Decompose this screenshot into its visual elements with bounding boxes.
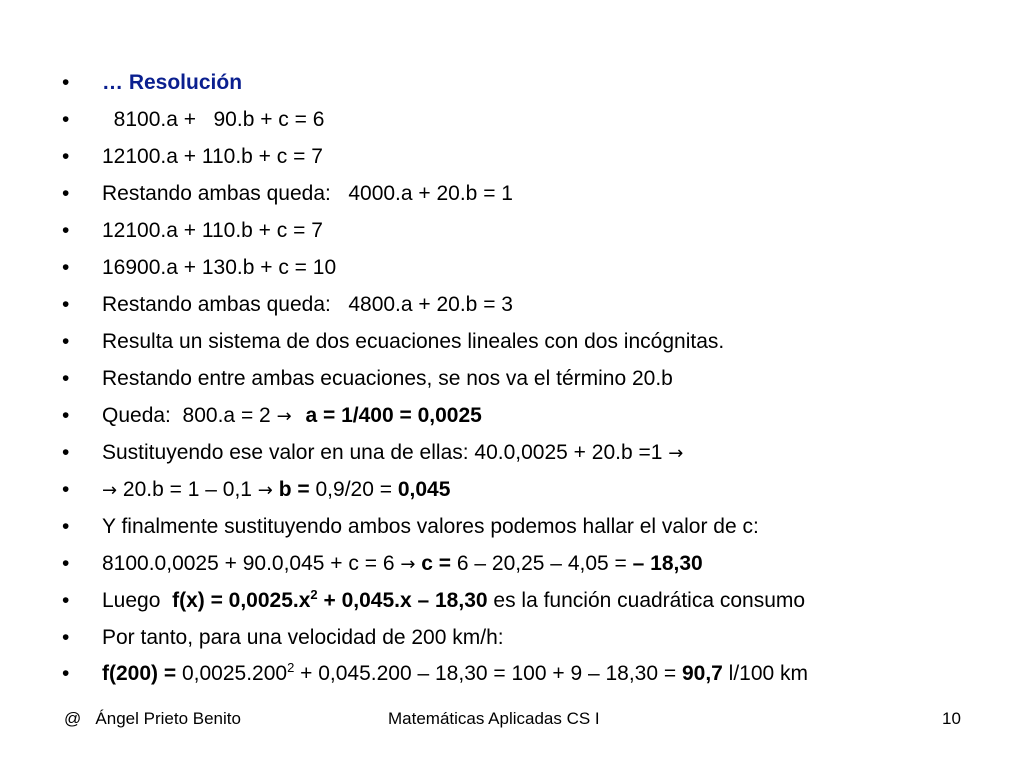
equation-text: 16900.a + 130.b + c = 10 bbox=[102, 256, 337, 279]
line-text: Queda: 800.a = 2 bbox=[102, 404, 277, 427]
result-b-label: b = bbox=[278, 478, 310, 501]
function-formula bbox=[172, 589, 487, 612]
line-text: Sustituyendo ese valor en una de ellas: 40.0,0025 + 20.b =1 bbox=[102, 441, 669, 464]
bullet-icon: • bbox=[62, 330, 70, 353]
line-text: 6 – 20,25 – 4,05 = bbox=[451, 552, 633, 575]
evaluation-label: f(200) = bbox=[102, 662, 177, 685]
arrow-right-icon: → bbox=[102, 480, 118, 501]
line-text: 8100.0,0025 + 90.0,045 + c = 6 bbox=[102, 552, 401, 575]
bullet-icon: • bbox=[62, 552, 70, 575]
bullet-icon: • bbox=[62, 108, 70, 131]
footer-course: Matemáticas Aplicadas CS I bbox=[388, 709, 600, 728]
line-text: + 0,045.200 – 18,30 = 100 + 9 – 18,30 = bbox=[294, 662, 682, 685]
list-item bbox=[62, 434, 982, 471]
list-item bbox=[62, 64, 982, 101]
function-formula-part: + 0,045.x – 18,30 bbox=[317, 589, 488, 612]
line-text: Restando ambas queda: 4000.a + 20.b = 1 bbox=[102, 182, 513, 205]
result-b: 0,045 bbox=[397, 478, 451, 501]
list-item bbox=[62, 545, 982, 582]
bullet-icon: • bbox=[62, 256, 70, 279]
list-item bbox=[62, 508, 982, 545]
bullet-icon: • bbox=[62, 515, 70, 538]
line-text: Luego bbox=[102, 589, 173, 612]
bullet-icon: • bbox=[62, 182, 70, 205]
line-text: 20.b = 1 – 0,1 bbox=[117, 478, 258, 501]
equation-text: 8100.a + 90.b + c = 6 bbox=[102, 108, 325, 131]
arrow-right-icon: → bbox=[668, 443, 684, 464]
exponent: 2 bbox=[310, 587, 318, 602]
arrow-right-icon: → bbox=[400, 554, 416, 575]
bullet-list bbox=[62, 64, 982, 707]
list-item bbox=[62, 582, 982, 619]
unit-text: l/100 km bbox=[722, 662, 809, 685]
line-text: Resulta un sistema de dos ecuaciones lineales con dos incógnitas. bbox=[102, 330, 725, 353]
evaluation-result: 90,7 bbox=[681, 662, 723, 685]
line-text: Restando ambas queda: 4800.a + 20.b = 3 bbox=[102, 293, 513, 316]
line-text: 0,9/20 = bbox=[309, 478, 398, 501]
equation-text: 12100.a + 110.b + c = 7 bbox=[102, 219, 323, 242]
bullet-icon: • bbox=[62, 145, 70, 168]
list-item bbox=[62, 101, 982, 138]
bullet-icon: • bbox=[62, 404, 70, 427]
list-item bbox=[62, 323, 982, 360]
line-text: Por tanto, para una velocidad de 200 km/h: bbox=[102, 626, 504, 649]
list-item bbox=[62, 138, 982, 175]
arrow-right-icon: → bbox=[276, 406, 292, 427]
bullet-icon: • bbox=[62, 367, 70, 390]
list-item bbox=[62, 212, 982, 249]
bullet-icon: • bbox=[62, 441, 70, 464]
bullet-icon: • bbox=[62, 478, 70, 501]
arrow-right-icon: → bbox=[257, 480, 273, 501]
result-a: a = 1/400 = 0,0025 bbox=[305, 404, 482, 427]
line-text: Restando entre ambas ecuaciones, se nos va el término 20.b bbox=[102, 367, 673, 390]
list-item bbox=[62, 175, 982, 212]
line-text: Y finalmente sustituyendo ambos valores podemos hallar el valor de c: bbox=[102, 515, 759, 538]
list-item bbox=[62, 286, 982, 323]
line-text: 0,0025.200 bbox=[176, 662, 288, 685]
list-item bbox=[62, 656, 942, 707]
list-item bbox=[62, 619, 982, 656]
bullet-icon: • bbox=[62, 293, 70, 316]
list-item bbox=[62, 249, 982, 286]
result-c: – 18,30 bbox=[632, 552, 703, 575]
bullet-icon: • bbox=[62, 662, 70, 685]
bullet-icon: • bbox=[62, 589, 70, 612]
bullet-icon: • bbox=[62, 219, 70, 242]
result-c-label: c = bbox=[421, 552, 452, 575]
exponent: 2 bbox=[287, 660, 295, 675]
equation-text: 12100.a + 110.b + c = 7 bbox=[102, 145, 323, 168]
footer-author: @ Ángel Prieto Benito bbox=[64, 709, 241, 728]
list-item bbox=[62, 397, 982, 434]
list-item bbox=[62, 471, 982, 508]
bullet-icon: • bbox=[62, 626, 70, 649]
line-text: es la función cuadrática consumo bbox=[487, 589, 806, 612]
bullet-icon: • bbox=[62, 71, 70, 94]
function-formula-part: f(x) = 0,0025.x bbox=[172, 589, 311, 612]
slide-heading: … Resolución bbox=[102, 71, 243, 94]
list-item bbox=[62, 360, 982, 397]
page-number: 10 bbox=[942, 709, 961, 728]
